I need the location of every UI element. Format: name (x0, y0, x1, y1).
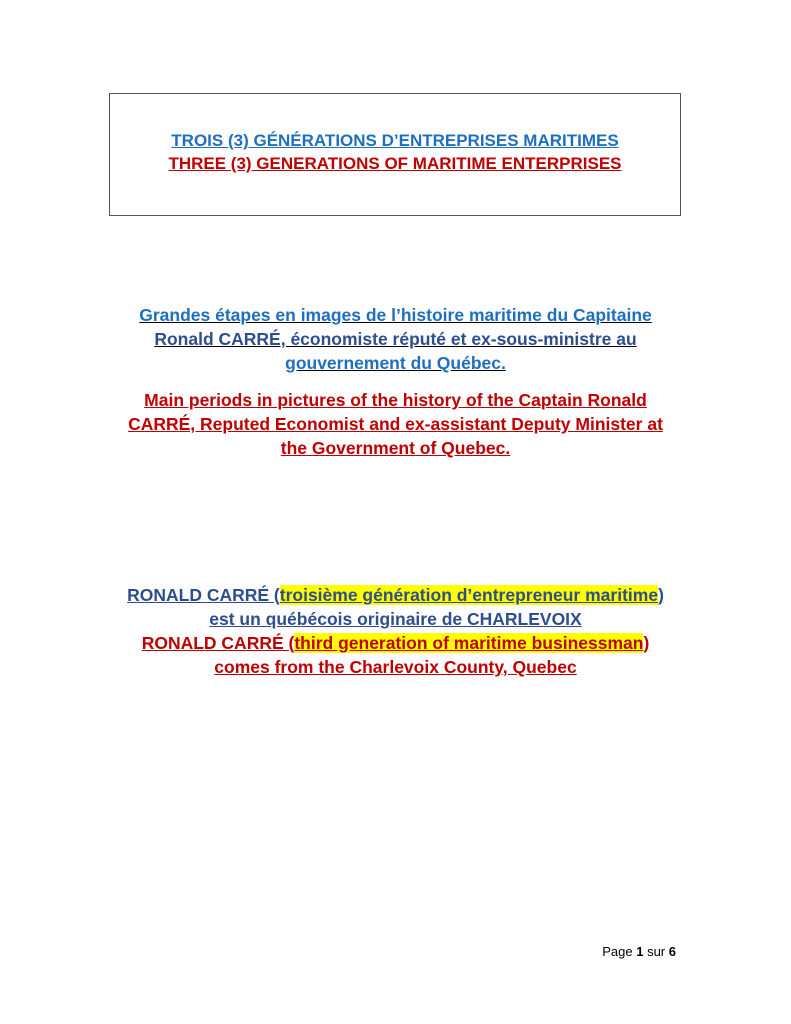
ronald-french-close: ) (658, 585, 664, 605)
ronald-english-name: RONALD CARRÉ ( (141, 633, 295, 653)
intro-english-line-3: the Government of Quebec. (280, 438, 511, 458)
intro-french-line-3: gouvernement du Québec. (285, 353, 506, 373)
ronald-french (100, 583, 691, 631)
title-box (109, 93, 681, 216)
intro-english-line-2: CARRÉ, Reputed Economist and ex-assistant Deputy Minister at (128, 414, 663, 434)
ronald-english-line-2: comes from the Charlevoix County, Quebec (214, 657, 577, 677)
ronald-french-highlight: troisième génération d’entrepreneur maritime (279, 585, 659, 605)
ronald-french-name: RONALD CARRÉ ( (127, 585, 280, 605)
page-number (520, 944, 676, 959)
intro-english-line-1: Main periods in pictures of the history of the Captain Ronald (144, 390, 647, 410)
ronald-english-close: ) (643, 633, 650, 653)
ronald-english-highlight: third generation of maritime businessman (294, 633, 644, 653)
intro-french-line-1: Grandes étapes en images de l’histoire maritime du Capitaine (139, 305, 652, 325)
of-label: sur (643, 944, 669, 959)
intro-french-line-2: Ronald CARRÉ, économiste réputé et ex-sous-ministre au (154, 329, 637, 349)
title-english: THREE (3) GENERATIONS OF MARITIME ENTERPRISES (168, 154, 622, 173)
total-pages: 6 (668, 944, 676, 959)
title-french: TROIS (3) GÉNÉRATIONS D’ENTREPRISES MARITIMES (171, 131, 619, 150)
intro-english (100, 388, 691, 460)
intro-french (100, 303, 691, 375)
page-label: Page (602, 944, 637, 959)
ronald-french-line-2: est un québécois originaire de CHARLEVOIX (209, 609, 582, 629)
ronald-english (100, 631, 691, 679)
current-page: 1 (636, 944, 644, 959)
